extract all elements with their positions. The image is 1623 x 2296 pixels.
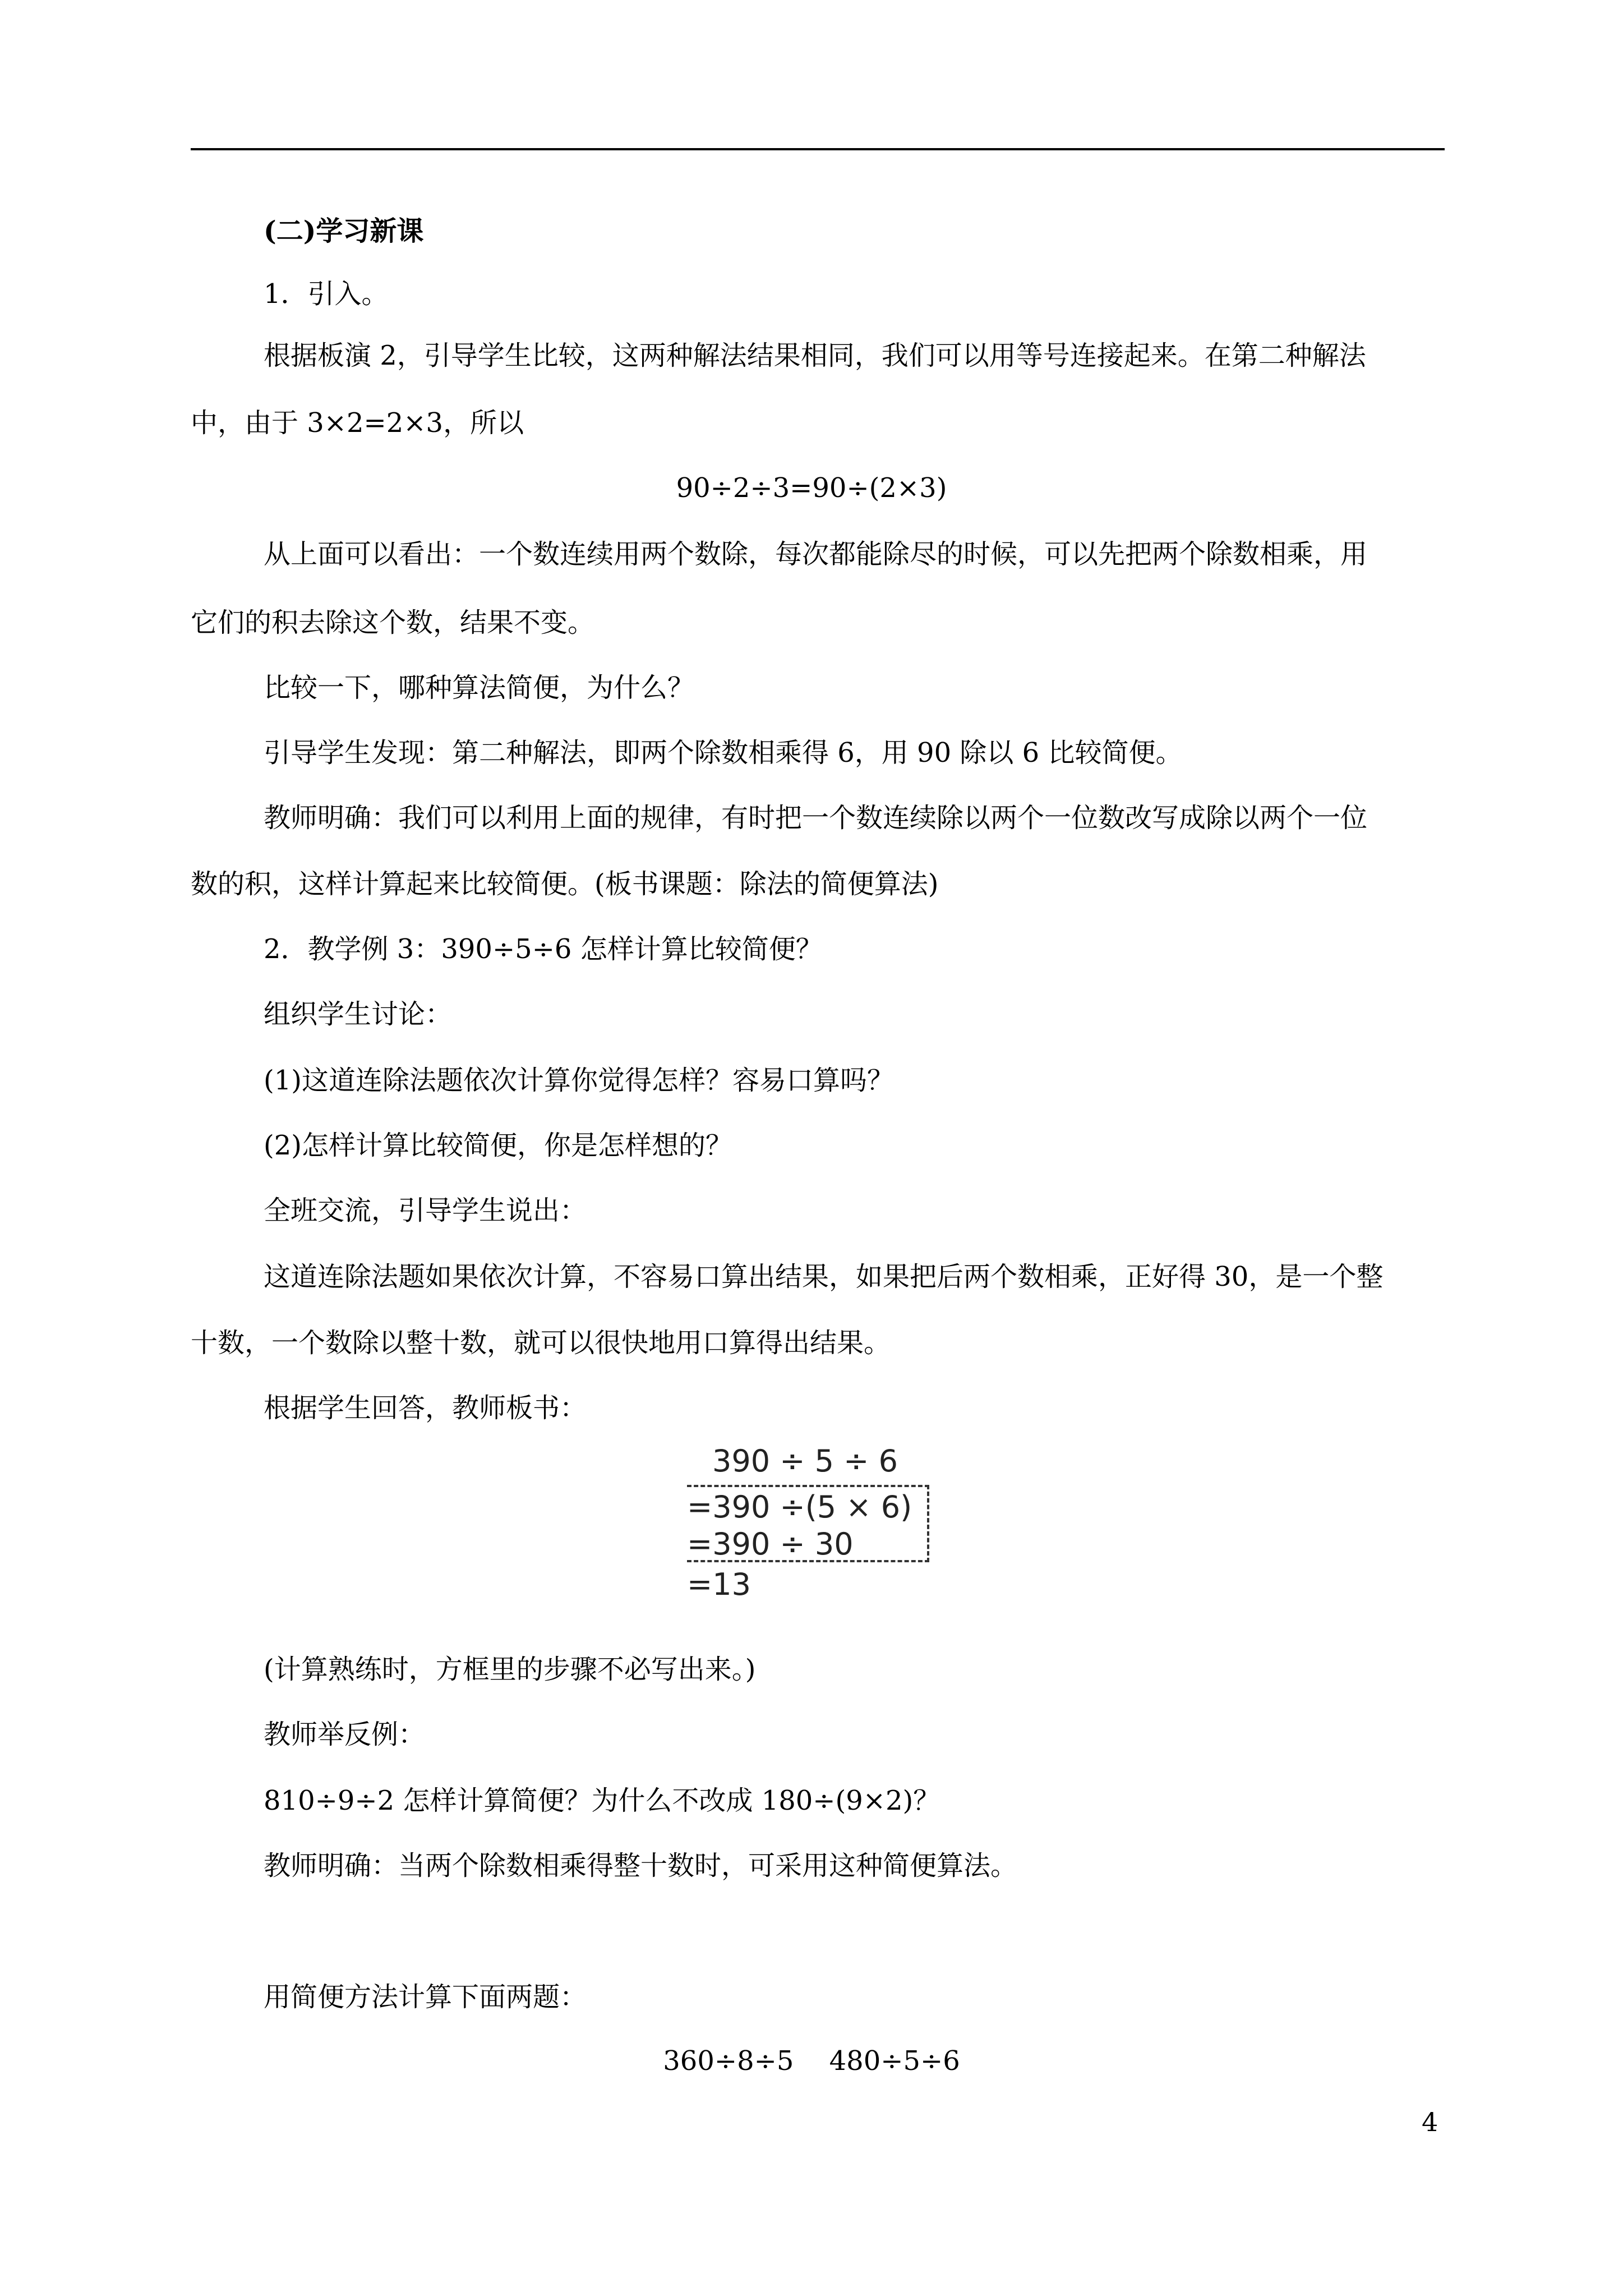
equation-2: 360÷8÷5 480÷5÷6	[663, 2045, 960, 2077]
paragraph-line: 810÷9÷2 怎样计算简便？为什么不改成 180÷(9×2)？	[264, 1785, 940, 1816]
paragraph-line: 2．教学例 3：390÷5÷6 怎样计算比较简便？	[264, 933, 823, 965]
paragraph-line: 它们的积去除这个数，结果不变。	[191, 607, 595, 638]
paragraph-line: 比较一下，哪种算法简便，为什么？	[264, 672, 695, 703]
page-number: 4	[1422, 2107, 1438, 2137]
board-line-2: =390 ÷(5 × 6)	[687, 1489, 912, 1525]
paragraph-line: 从上面可以看出：一个数连续用两个数除，每次都能除尽的时候，可以先把两个除数相乘，用	[264, 539, 1368, 570]
paragraph-line: (2)怎样计算比较简便，你是怎样想的？	[264, 1130, 732, 1161]
paragraph-line: 十数，一个数除以整十数，就可以很快地用口算得出结果。	[191, 1327, 891, 1359]
paragraph-line: 用简便方法计算下面两题：	[264, 1981, 587, 2013]
paragraph-line: 这道连除法题如果依次计算，不容易口算出结果，如果把后两个数相乘，正好得 30，是一个整	[264, 1261, 1384, 1292]
paragraph-line: 组织学生讨论：	[264, 999, 453, 1030]
header-rule	[191, 148, 1445, 150]
paragraph-line: (1)这道连除法题依次计算你觉得怎样？容易口算吗？	[264, 1065, 894, 1096]
paragraph-line: 教师举反例：	[264, 1719, 426, 1750]
paragraph-line: (计算熟练时，方框里的步骤不必写出来。)	[264, 1654, 756, 1685]
section-title: (二)学习新课	[264, 215, 424, 247]
board-line-3: =390 ÷ 30	[687, 1526, 854, 1562]
paragraph-line: 中，由于 3×2=2×3，所以	[191, 407, 524, 439]
equation-1: 90÷2÷3=90÷(2×3)	[676, 472, 947, 504]
paragraph-intro: 1．引入。	[264, 278, 389, 310]
board-line-4: =13	[687, 1567, 751, 1602]
paragraph-line: 数的积，这样计算起来比较简便。(板书课题：除法的简便算法)	[191, 868, 939, 900]
paragraph-line: 教师明确：当两个除数相乘得整十数时，可采用这种简便算法。	[264, 1850, 1018, 1881]
blackboard-calculation	[687, 1439, 967, 1607]
board-line-1: 390 ÷ 5 ÷ 6	[712, 1443, 898, 1479]
paragraph-line: 根据板演 2，引导学生比较，这两种解法结果相同，我们可以用等号连接起来。在第二种解法	[264, 340, 1366, 371]
paragraph-line: 教师明确：我们可以利用上面的规律，有时把一个数连续除以两个一位数改写成除以两个一位	[264, 802, 1368, 834]
paragraph-line: 引导学生发现：第二种解法，即两个除数相乘得 6，用 90 除以 6 比较简便。	[264, 737, 1183, 769]
paragraph-line: 根据学生回答，教师板书：	[264, 1392, 587, 1424]
paragraph-line: 全班交流，引导学生说出：	[264, 1195, 587, 1226]
